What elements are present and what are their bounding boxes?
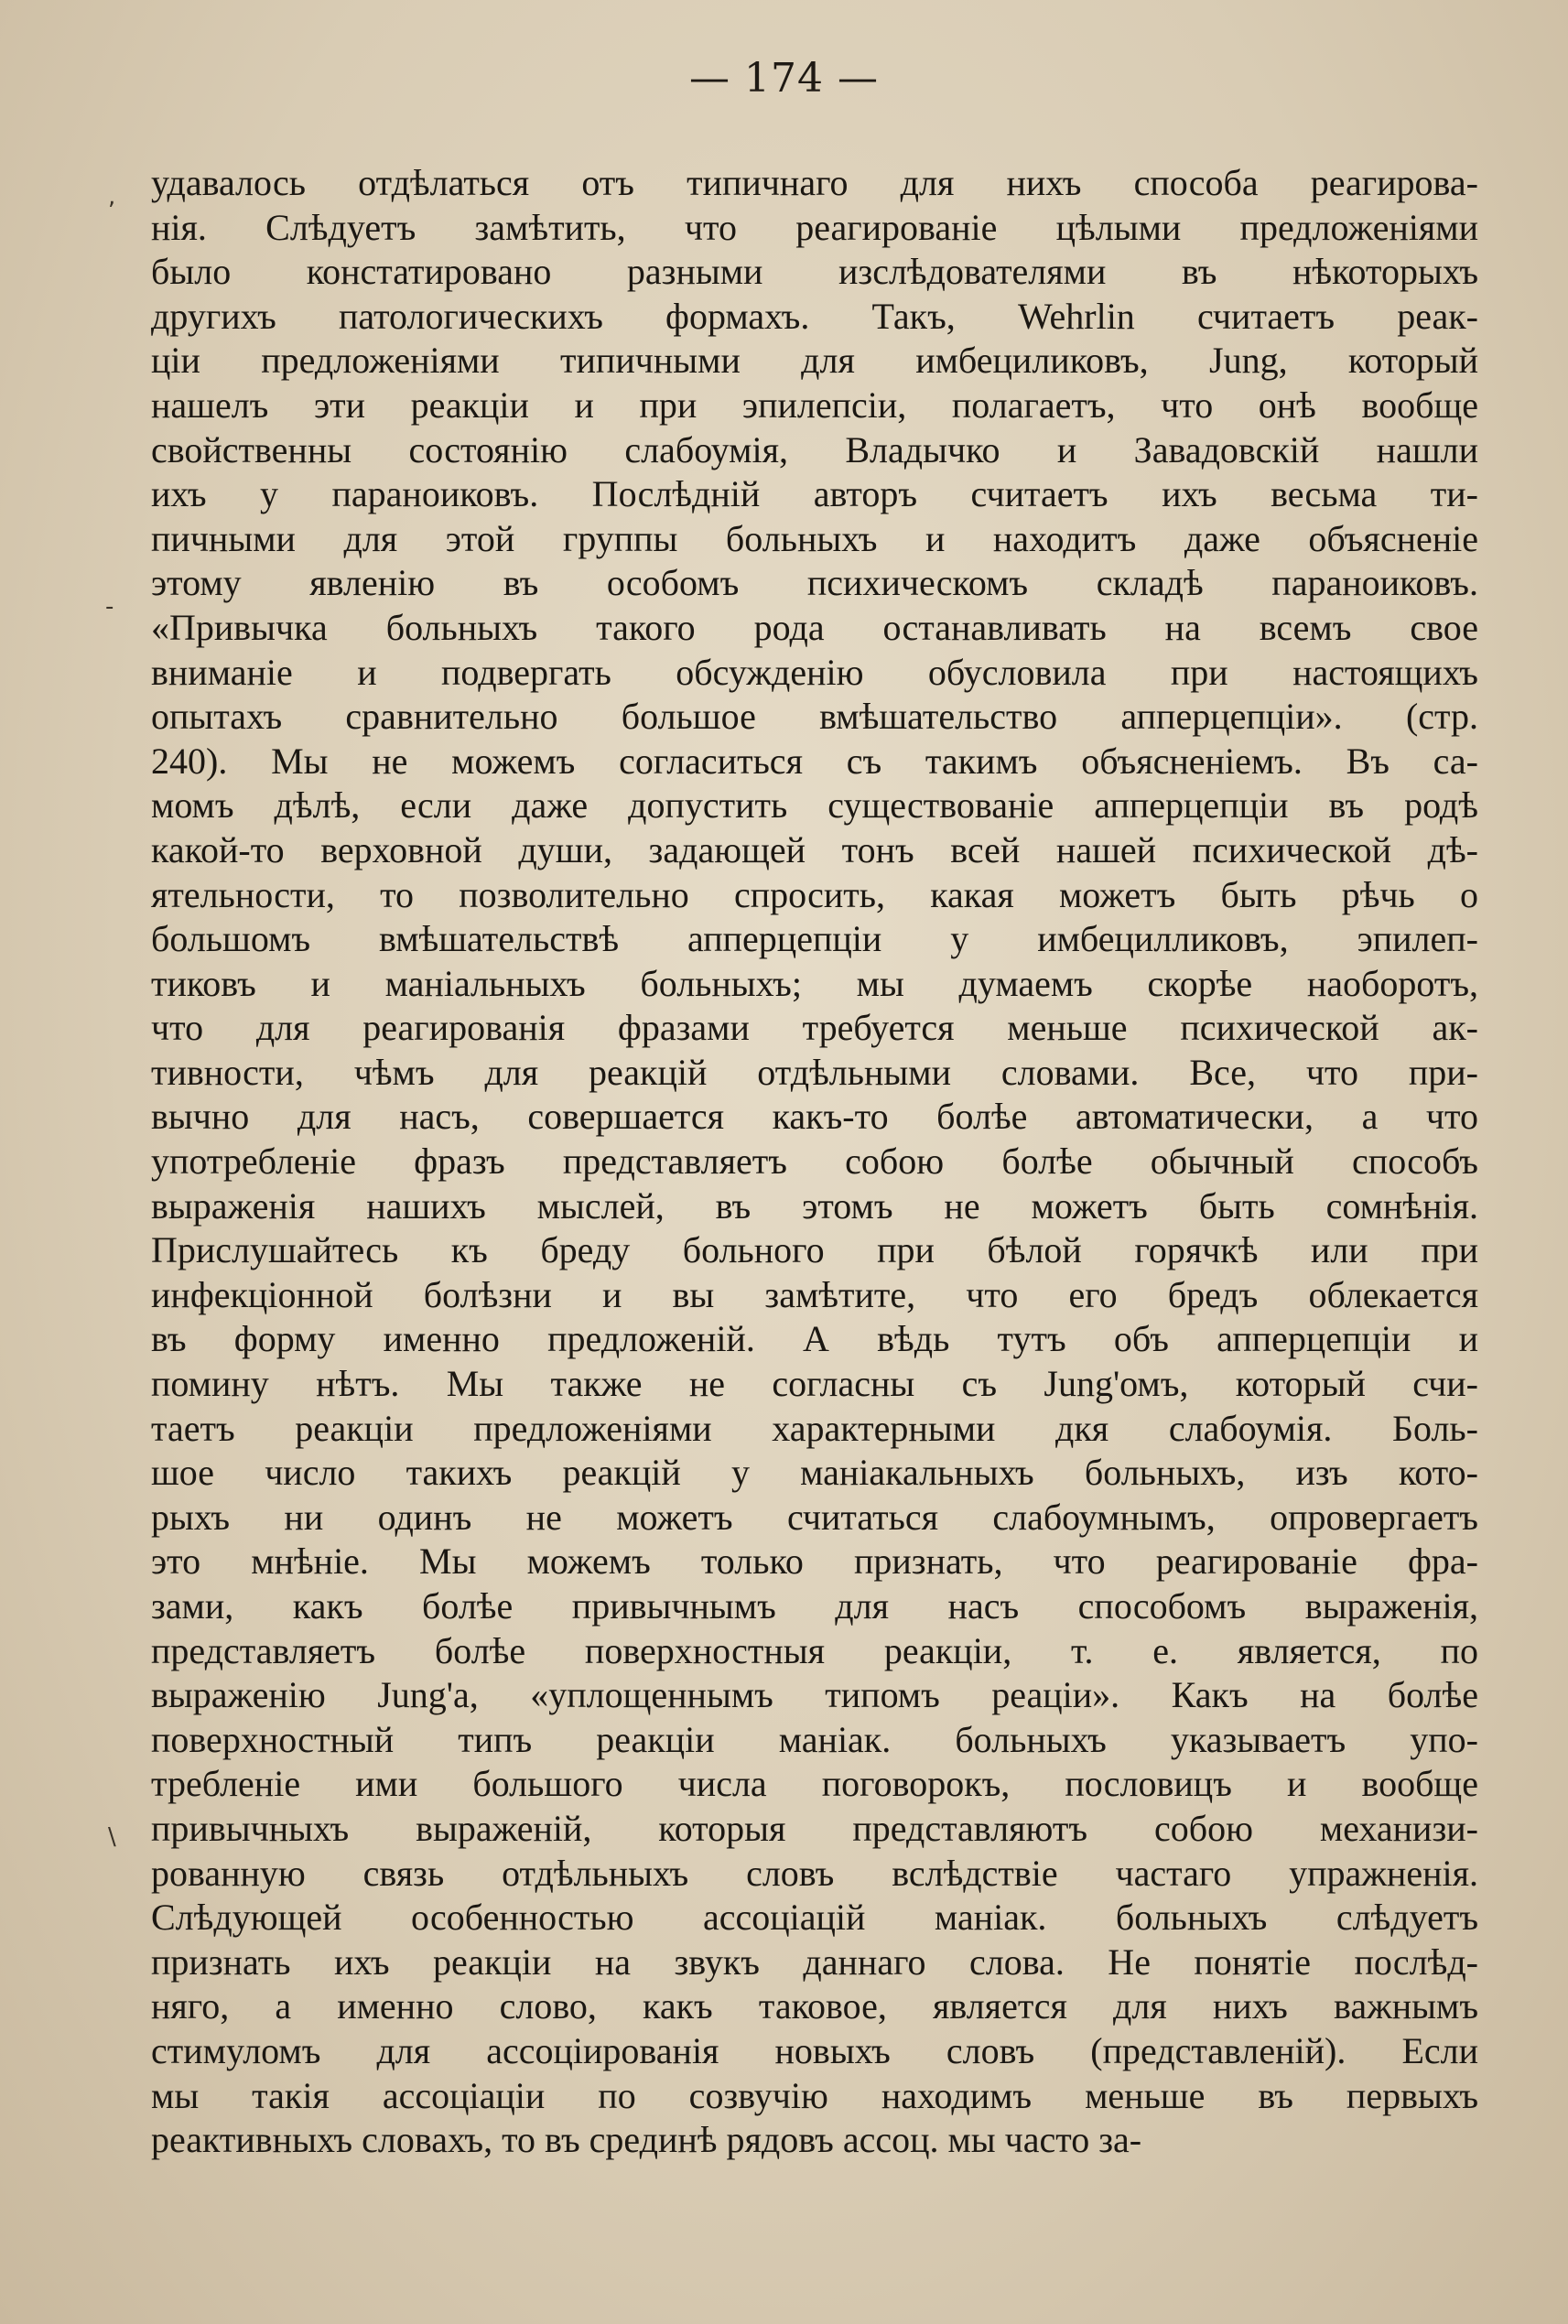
text-line: поверхностный типъ реакціи маніак. больныхъ указываетъ упо- bbox=[151, 1718, 1478, 1760]
text-line: «Привычка больныхъ такого рода останавливать на всемъ свое bbox=[151, 606, 1478, 648]
text-line: Прислушайтесь къ бреду больного при бѣлой горячкѣ или при bbox=[151, 1229, 1478, 1271]
text-line: ятельности, то позволительно спросить, какая можетъ быть рѣчь о bbox=[151, 873, 1478, 915]
text-line: ціи предложеніями типичными для имбециликовъ, Jung, который bbox=[151, 340, 1478, 382]
body-text bbox=[151, 161, 1478, 2163]
text-line: реактивныхъ словахъ, то въ срединѣ рядовъ ассоц. мы часто за- bbox=[151, 2119, 1142, 2161]
text-line: представляетъ болѣе поверхностныя реакціи, т. е. является, по bbox=[151, 1629, 1478, 1671]
text-line: въ форму именно предложеній. А вѣдь тутъ объ апперцепціи и bbox=[151, 1318, 1478, 1360]
text-line: пичными для этой группы больныхъ и находитъ даже объясненіе bbox=[151, 517, 1478, 559]
text-line: таетъ реакціи предложеніями характерными дкя слабоумія. Боль- bbox=[151, 1407, 1478, 1449]
text-line: Слѣдующей особенностью ассоціацій маніак. больныхъ слѣдуетъ bbox=[151, 1897, 1478, 1939]
text-line: вниманіе и подвергать обсужденію обусловила при настоящихъ bbox=[151, 651, 1478, 693]
text-line: тиковъ и маніальныхъ больныхъ; мы думаемъ скорѣе наоборотъ, bbox=[151, 962, 1478, 1004]
text-line: инфекціонной болѣзни и вы замѣтите, что его бредъ облекается bbox=[151, 1273, 1478, 1315]
text-line: большомъ вмѣшательствѣ апперцепціи у имбецилликовъ, эпилеп- bbox=[151, 918, 1478, 960]
margin-mark: - bbox=[105, 593, 114, 621]
text-line: признать ихъ реакціи на звукъ даннаго слова. Не понятіе послѣд- bbox=[151, 1940, 1478, 1983]
text-line: нашелъ эти реакціи и при эпилепсіи, полагаетъ, что онѣ вообще bbox=[151, 384, 1478, 426]
text-line: рыхъ ни одинъ не можетъ считаться слабоумнымъ, опровергаетъ bbox=[151, 1496, 1478, 1538]
text-line: ихъ у параноиковъ. Послѣдній авторъ считаетъ ихъ весьма ти- bbox=[151, 473, 1478, 515]
text-line: этому явленію въ особомъ психическомъ складѣ параноиковъ. bbox=[151, 562, 1478, 604]
text-line: выраженія нашихъ мыслей, въ этомъ не можетъ быть сомнѣнія. bbox=[151, 1184, 1478, 1227]
text-line: няго, а именно слово, какъ таковое, является для нихъ важнымъ bbox=[151, 1985, 1478, 2027]
text-line: момъ дѣлѣ, если даже допустить существованіе апперцепціи въ родѣ bbox=[151, 784, 1478, 827]
page-number: — 174 — bbox=[689, 55, 879, 102]
text-line: было констатировано разными изслѣдователями въ нѣкоторыхъ bbox=[151, 251, 1478, 293]
text-line: помину нѣтъ. Мы также не согласны съ Jung'омъ, который счи- bbox=[151, 1363, 1478, 1405]
text-line: что для реагированія фразами требуется меньше психической ак- bbox=[151, 1007, 1478, 1049]
text-line: мы такія ассоціаціи по созвучію находимъ меньше въ первыхъ bbox=[151, 2074, 1478, 2116]
text-line: требленіе ими большого числа поговорокъ, пословицъ и вообще bbox=[151, 1763, 1478, 1805]
text-line: другихъ патологическихъ формахъ. Такъ, Wehrlin считаетъ реак- bbox=[151, 295, 1478, 337]
margin-mark: \ bbox=[108, 1823, 116, 1851]
text-line: тивности, чѣмъ для реакцій отдѣльными словами. Все, что при- bbox=[151, 1051, 1478, 1093]
text-line: какой-то верховной души, задающей тонъ всей нашей психической дѣ- bbox=[151, 828, 1478, 870]
margin-mark: , bbox=[108, 183, 116, 211]
text-line: удавалось отдѣлаться отъ типичнаго для нихъ способа реагирова- bbox=[151, 162, 1478, 203]
text-line: это мнѣніе. Мы можемъ только признать, что реагированіе фра- bbox=[151, 1540, 1478, 1583]
text-line: употребленіе фразъ представляетъ собою болѣе обычный способъ bbox=[151, 1140, 1478, 1183]
text-line: опытахъ сравнительно большое вмѣшательство апперцепціи». (стр. bbox=[151, 696, 1478, 738]
text-line: стимуломъ для ассоціированія новыхъ словъ (представленій). Если bbox=[151, 2029, 1478, 2071]
text-line: рованную связь отдѣльныхъ словъ вслѣдствіе частаго упражненія. bbox=[151, 1852, 1478, 1894]
text-line: зами, какъ болѣе привычнымъ для насъ способомъ выраженія, bbox=[151, 1585, 1478, 1627]
text-line: выраженію Jung'а, «уплощеннымъ типомъ реаціи». Какъ на болѣе bbox=[151, 1674, 1478, 1716]
text-line: свойственны состоянію слабоумія, Владычко и Завадовскій нашли bbox=[151, 428, 1478, 470]
text-line: шое число такихъ реакцій у маніакальныхъ больныхъ, изъ кото- bbox=[151, 1452, 1478, 1494]
text-line: нія. Слѣдуетъ замѣтить, что реагированіе цѣлыми предложеніями bbox=[151, 206, 1478, 248]
text-line: вычно для насъ, совершается какъ-то болѣе автоматически, а что bbox=[151, 1096, 1478, 1138]
text-line: 240). Мы не можемъ согласиться съ такимъ объясненіемъ. Въ са- bbox=[151, 740, 1478, 782]
text-line: привычныхъ выраженій, которыя представляютъ собою механизи- bbox=[151, 1807, 1478, 1849]
